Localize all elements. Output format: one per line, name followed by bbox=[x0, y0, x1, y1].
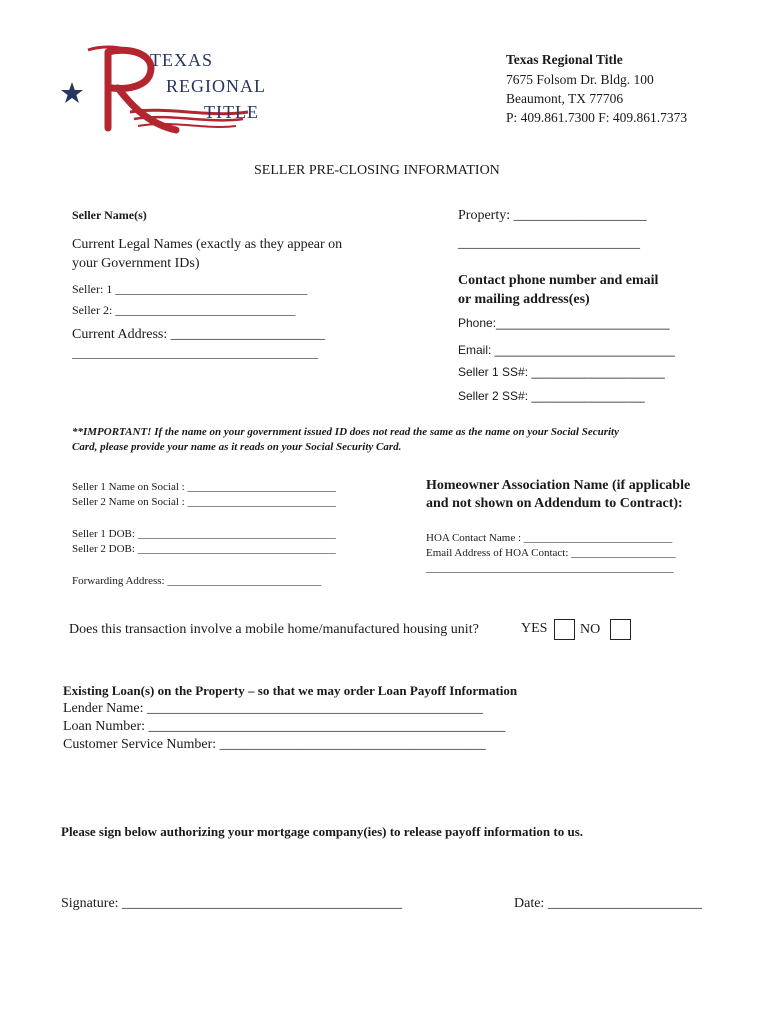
phone-field[interactable]: Phone:__________________________ bbox=[458, 316, 670, 330]
loan-number-field[interactable]: Loan Number: ___________________________________________________ bbox=[63, 719, 506, 734]
email-field[interactable]: Email: ___________________________ bbox=[458, 343, 675, 357]
form-title: SELLER PRE-CLOSING INFORMATION bbox=[254, 163, 500, 178]
seller2-name-field[interactable]: Seller 2: ______________________________ bbox=[72, 303, 296, 317]
seller1-name-field[interactable]: Seller: 1 ________________________________ bbox=[72, 282, 308, 296]
seller-names-heading: Seller Name(s) bbox=[72, 208, 147, 222]
contact-heading-line2: or mailing address(es) bbox=[458, 292, 590, 307]
seller2-social-name-field[interactable]: Seller 2 Name on Social : ___________________________ bbox=[72, 496, 336, 508]
mobile-home-question: Does this transaction involve a mobile home/manufactured housing unit? bbox=[69, 622, 479, 637]
legal-names-note-line2: your Government IDs) bbox=[72, 256, 200, 271]
authorization-statement: Please sign below authorizing your mortgage company(ies) to release payoff information to us. bbox=[61, 824, 583, 839]
signature-field[interactable]: Signature: ________________________________________ bbox=[61, 896, 403, 911]
forwarding-address-field[interactable]: Forwarding Address: ____________________________ bbox=[72, 575, 322, 587]
important-note-line2: Card, please provide your name as it reads on your Social Security Card. bbox=[72, 441, 402, 453]
legal-names-note-line1: Current Legal Names (exactly as they appear on bbox=[72, 237, 343, 252]
hoa-heading-line1: Homeowner Association Name (if applicable bbox=[426, 478, 691, 493]
mobile-home-no-checkbox[interactable] bbox=[610, 619, 631, 640]
seller1-social-name-field[interactable]: Seller 1 Name on Social : ___________________________ bbox=[72, 481, 336, 493]
seller1-ss-field[interactable]: Seller 1 SS#: ____________________ bbox=[458, 365, 665, 379]
mobile-home-no-label: NO bbox=[580, 622, 601, 637]
contact-heading-line1: Contact phone number and email bbox=[458, 273, 659, 288]
star-icon bbox=[61, 82, 83, 103]
hoa-email-field[interactable]: Email Address of HOA Contact: ___________________ bbox=[426, 547, 676, 559]
logo-word-title: TITLE bbox=[204, 102, 259, 122]
seller2-ss-field[interactable]: Seller 2 SS#: _________________ bbox=[458, 389, 645, 403]
hoa-extra-line-field[interactable]: _____________________________________________ bbox=[426, 562, 674, 574]
mobile-home-yes-label: YES bbox=[521, 621, 548, 636]
lender-name-field[interactable]: Lender Name: ________________________________________________ bbox=[63, 701, 483, 716]
seller1-dob-field[interactable]: Seller 1 DOB: ____________________________________ bbox=[72, 528, 336, 540]
property-field[interactable]: Property: ___________________ bbox=[458, 208, 647, 223]
customer-service-number-field[interactable]: Customer Service Number: ______________________________________ bbox=[63, 737, 486, 752]
company-address-line1: 7675 Folsom Dr. Bldg. 100 bbox=[506, 72, 654, 87]
company-logo bbox=[58, 44, 278, 136]
property-line2-field[interactable]: __________________________ bbox=[458, 236, 640, 251]
current-address-field[interactable]: Current Address: ______________________ bbox=[72, 327, 325, 342]
logo-word-texas: TEXAS bbox=[150, 50, 213, 70]
logo-word-regional: REGIONAL bbox=[166, 76, 266, 96]
company-phone-fax: P: 409.861.7300 F: 409.861.7373 bbox=[506, 110, 688, 125]
company-address-line2: Beaumont, TX 77706 bbox=[506, 91, 624, 106]
company-name: Texas Regional Title bbox=[506, 52, 623, 67]
hoa-heading-line2: and not shown on Addendum to Contract): bbox=[426, 496, 683, 511]
hoa-contact-name-field[interactable]: HOA Contact Name : ___________________________ bbox=[426, 532, 673, 544]
date-field[interactable]: Date: ______________________ bbox=[514, 896, 702, 911]
current-address-line2-field[interactable]: _________________________________________ bbox=[72, 346, 318, 360]
important-note-line1: **IMPORTANT! If the name on your government issued ID does not read the same as the name on your Social Security bbox=[72, 426, 619, 438]
loan-heading: Existing Loan(s) on the Property – so that we may order Loan Payoff Information bbox=[63, 683, 518, 698]
mobile-home-yes-checkbox[interactable] bbox=[554, 619, 575, 640]
seller2-dob-field[interactable]: Seller 2 DOB: ____________________________________ bbox=[72, 543, 336, 555]
